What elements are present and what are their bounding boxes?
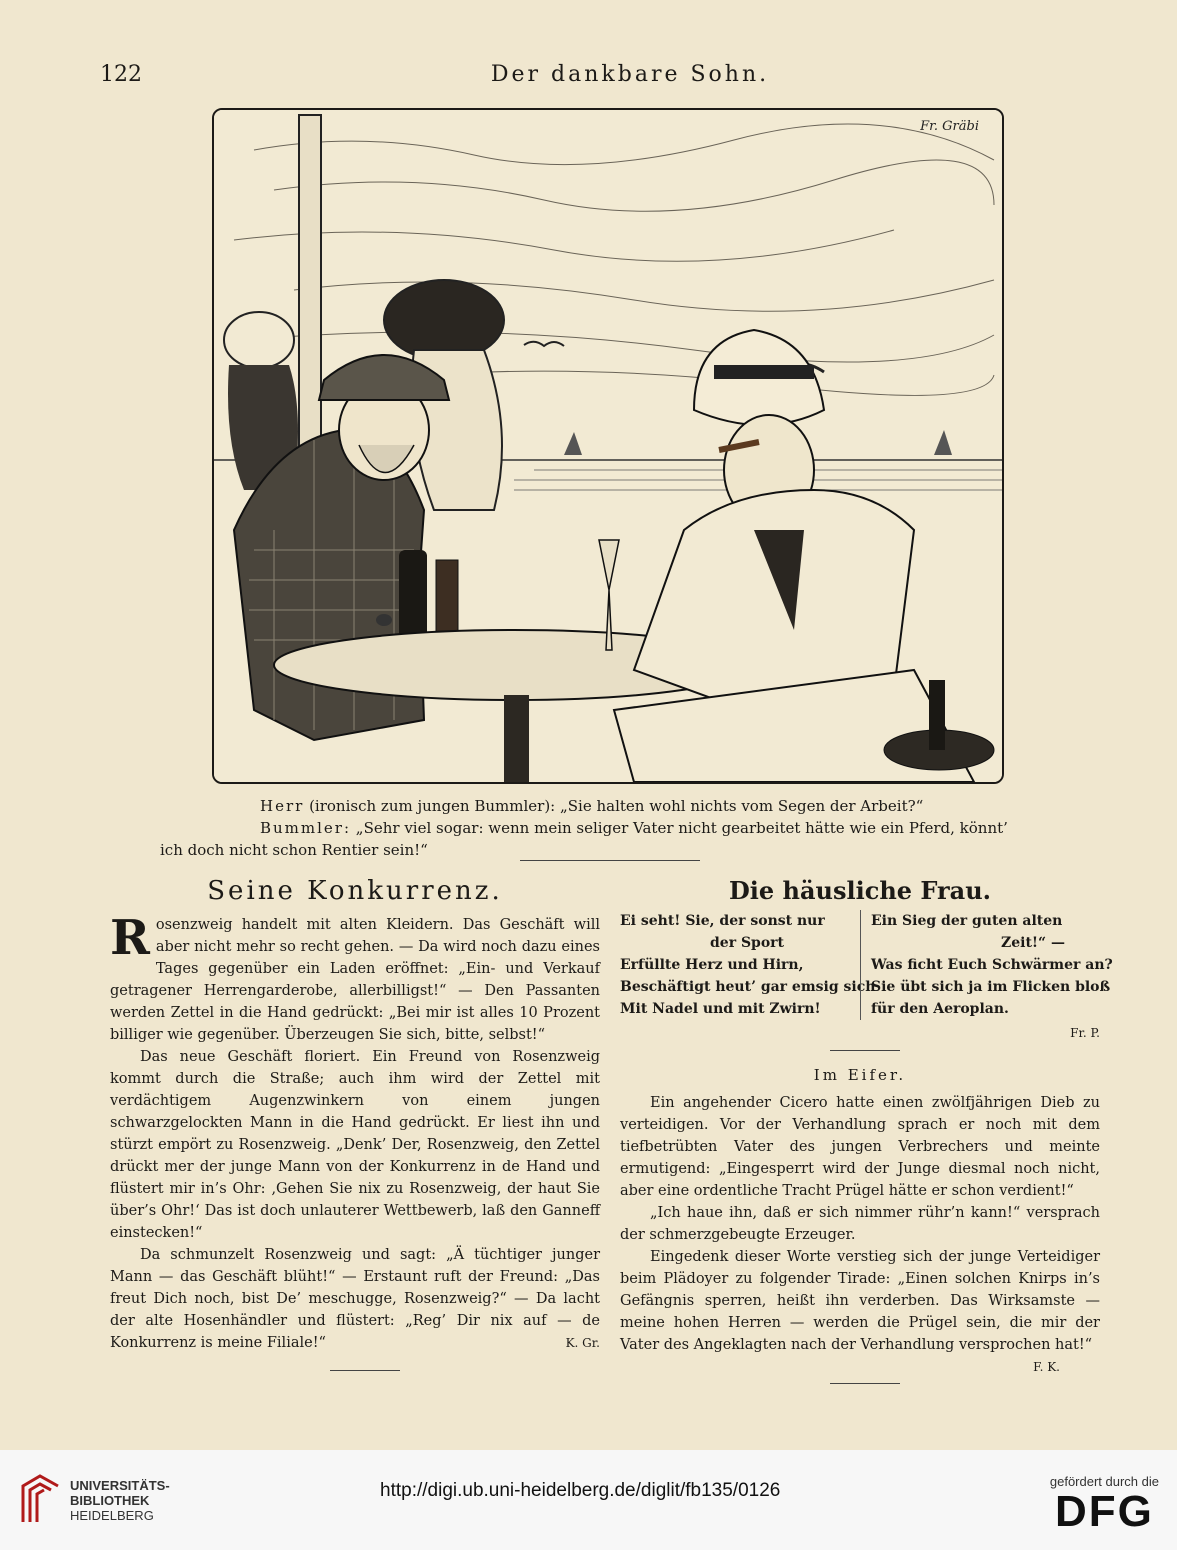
dfg-logo[interactable]: DFG (1054, 1487, 1154, 1536)
story2-end-divider (830, 1383, 900, 1384)
story1-p3-text: Da schmunzelt Rosenzweig und sagt: „Ä tüchtiger junger Mann — das Geschäft blüht!“ — Erstaunt ruft der Freund: „Das freut Dich noch, bist De’ meschugge, Rosenzweig?“ — Da lacht der alte Hosenhändler und flüstert: „Reg’ Dir nix auf — de Konkurrenz is meine Filiale!“ (110, 1247, 600, 1351)
cartoon-drawing (214, 110, 1002, 782)
poem-stanza-2 (860, 910, 1111, 1020)
caption-line-3: ich doch nicht schon Rentier sein!“ (160, 841, 428, 859)
poem-line: Ei seht! Sie, der sonst nur (620, 913, 825, 929)
library-name-line-1: UNIVERSITÄTS- (70, 1478, 170, 1493)
story1-paragraph-1 (110, 910, 600, 1046)
caption-text-2: „Sehr viel sogar: wenn mein seliger Vater nicht gearbeitet hätte wie ein Pferd, könnt’ (351, 819, 1008, 837)
story1-end-divider (330, 1370, 400, 1371)
library-name (70, 1478, 170, 1523)
story1-title: Seine Konkurrenz. (207, 876, 503, 906)
poem-line: der Sport (710, 935, 785, 951)
caption-line-1 (210, 795, 1030, 817)
poem-divider (830, 1050, 900, 1051)
library-name-line-3: HEIDELBERG (70, 1508, 154, 1523)
caption-speaker-2: Bummler: (260, 819, 352, 837)
footer-bar (0, 1450, 1177, 1550)
story-seine-konkurrenz (110, 876, 600, 1354)
story1-dropcap: R (110, 910, 150, 966)
sponsor-text: gefördert durch die (1049, 1474, 1159, 1489)
poem-title: Die häusliche Frau. (728, 876, 992, 905)
poem-line: Zeit!“ — (1001, 935, 1065, 951)
story2-title: Im Eifer. (813, 1066, 907, 1084)
document-url-link[interactable]: http://digi.ub.uni-heidelberg.de/diglit/fb135/0126 (380, 1480, 781, 1501)
sponsor-block (1050, 1474, 1159, 1535)
story2-paragraph-1: Ein angehender Cicero hatte einen zwölfjährigen Dieb zu verteidigen. Vor der Verhandlung sprach er noch mit dem tiefbetrübten Vater des jungen Verbrechers und meinte ermutigend: „Eingesperrt wird der Junge diesmal noch nicht, aber eine ordentliche Tracht Prügel hätte er schon verdient!“ (620, 1095, 1100, 1199)
poem-stanza-1 (620, 910, 876, 1020)
poem-line: für den Aeroplan. (871, 1001, 1009, 1017)
artist-signature: Fr. Gräbi (920, 119, 979, 134)
poem-line: Beschäftigt heut’ gar emsig sich (620, 979, 876, 995)
page-number: 122 (100, 62, 142, 87)
story2-paragraph-2: „Ich haue ihn, daß er sich nimmer rühr’n kann!“ versprach der schmerzgebeugte Erzeuger. (620, 1205, 1100, 1243)
story1-signature: K. Gr. (565, 1336, 600, 1350)
cartoon-illustration (212, 108, 1004, 784)
caption-line-2 (210, 817, 1030, 839)
university-library-logo-icon[interactable] (18, 1472, 68, 1528)
poem-body (620, 910, 1113, 1020)
poem-line: Mit Nadel und mit Zwirn! (620, 1001, 821, 1017)
poem-line: Ein Sieg der guten alten (871, 913, 1063, 929)
caption-text-1: (ironisch zum jungen Bummler): „Sie halten wohl nichts vom Segen der Arbeit?“ (304, 797, 924, 815)
caption-speaker-1: Herr (260, 797, 305, 815)
story1-p1-text: osenzweig handelt mit alten Kleidern. Das Geschäft will aber nicht mehr so recht gehen. — Da wird noch dazu eines Tages gegenüber ein Laden eröffnet: „Ein- und Verkauf getragener Herrengarderobe, allerbilligst!“ — Den Passanten werden Zettel in die Hand gedrückt: „Bei mir ist alles 10 Prozent billiger wie gegenüber. Überzeugen Sie sich, bitte, selbst!“ (110, 917, 600, 1043)
library-name-line-2: BIBLIOTHEK (70, 1493, 150, 1508)
page-header (100, 62, 1090, 94)
illustration-caption (160, 795, 1030, 861)
caption-divider (520, 860, 700, 861)
story1-paragraph-3 (110, 1244, 600, 1354)
right-column (620, 876, 1113, 1378)
poem-line: Erfüllte Herz und Hirn, (620, 957, 804, 973)
poem-signature: Fr. P. (1070, 1026, 1100, 1040)
poem-line: Sie übt sich ja im Flicken bloß (871, 979, 1111, 995)
running-title: Der dankbare Sohn. (490, 62, 770, 87)
story1-paragraph-2: Das neue Geschäft floriert. Ein Freund von Rosenzweig kommt durch die Straße; auch ihm wird der Zettel mit verdächtigem Augenzwinkern von einem jungen schwarzgelockten Mann in die Hand gedrückt. Er liest ihn und stürzt empört zu Rosenzweig. „Denk’ Der, Rosenzweig, den Zettel drückt mer der junge Mann von der Konkurrenz in de Hand und flüstert mir in’s Ohr: ‚Gehen Sie nix zu Rosenzweig, der haut Sie über’s Ohr!‘ Das ist doch unlauterer Wettbewerb, laß den Ganneff einstecken!“ (110, 1049, 600, 1241)
story2-paragraph-3: Eingedenk dieser Worte verstieg sich der junge Verteidiger beim Plädoyer zu folgender Tirade: „Einen solchen Knirps in’s Gefängnis sperren, heißt ihn verderben. Das Wirksamste — meine hohen Herren — werden die Prügel sein, die mir der Vater des Angeklagten nach der Verhandlung versprochen hat!“ (620, 1249, 1100, 1353)
story2-signature: F. K. (1033, 1360, 1060, 1374)
poem-line: Was ficht Euch Schwärmer an? (871, 957, 1113, 973)
